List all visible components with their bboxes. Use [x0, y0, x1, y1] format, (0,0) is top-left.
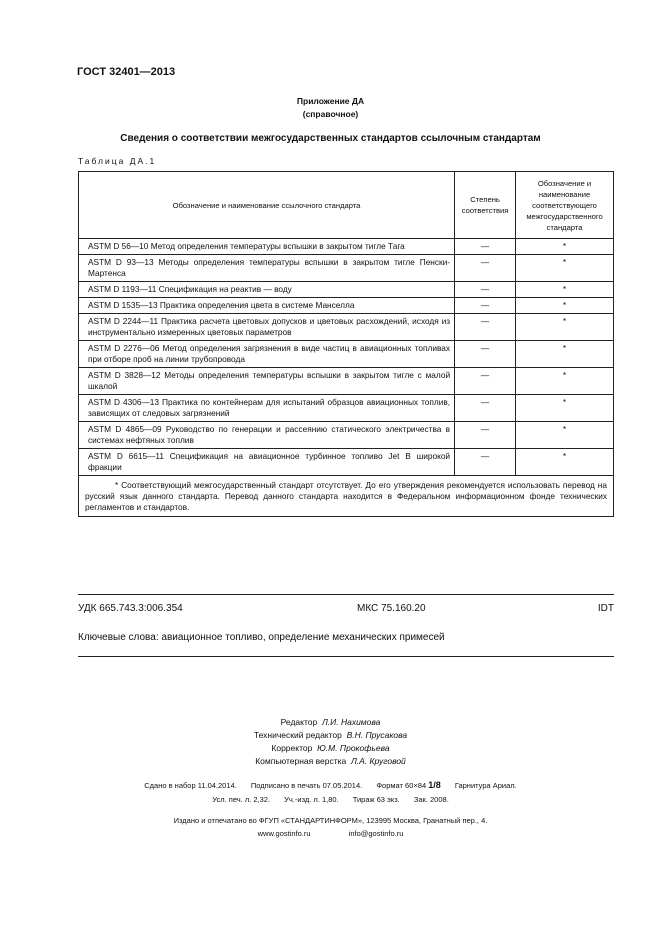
interstate-mark-cell: * [516, 298, 614, 314]
header-interstate: Обозначение и наименование соответствующего межгосударственного стандарта [516, 172, 614, 239]
interstate-mark-cell: * [516, 239, 614, 255]
table-row [79, 449, 614, 476]
credit-person: Ю.М. Прокофьева [317, 743, 390, 753]
degree-cell: — [455, 449, 516, 476]
footnote-row [79, 476, 614, 517]
degree-cell: — [455, 422, 516, 449]
credit-person: В.Н. Прусакова [346, 730, 408, 740]
standard-name-cell: ASTM D 1193—11 Спецификация на реактив — воду [79, 282, 455, 298]
credit-line [0, 742, 661, 755]
interstate-mark-cell: * [516, 422, 614, 449]
header-degree: Степень соответствия [455, 172, 516, 239]
credit-line [0, 755, 661, 768]
credit-person: Л.И. Нахимова [321, 717, 381, 727]
print-info-line-2 [0, 795, 661, 804]
table-header-row [79, 172, 614, 239]
standard-name-cell: ASTM D 2276—06 Метод определения загрязнения в виде частиц в авиационных топливах при отборе проб на линии трубопровода [79, 341, 455, 368]
idt-code: IDT [597, 603, 614, 614]
degree-cell: — [455, 341, 516, 368]
udk-code: УДК 665.743.3:006.354 [78, 603, 183, 614]
standard-name-cell: ASTM D 3828—12 Методы определения температуры вспышки в закрытом тигле с малой шкалой [79, 368, 455, 395]
standard-name-cell: ASTM D 4865—09 Руководство по генерации и рассеянию статического электричества в системах нефтяных топлив [79, 422, 455, 449]
interstate-mark-cell: * [516, 282, 614, 298]
credit-role: Компьютерная верстка [255, 756, 347, 766]
divider-bottom [78, 656, 614, 657]
print-font: Гарнитура Ариал. [454, 781, 517, 790]
keywords: Ключевые слова: авиационное топливо, определение механических примесей [78, 632, 445, 643]
interstate-mark-cell: * [516, 255, 614, 282]
table-row [79, 341, 614, 368]
appendix-title: Приложение ДА [296, 96, 365, 106]
standard-name-cell: ASTM D 56—10 Метод определения температуры вспышки в закрытом тигле Тага [79, 239, 455, 255]
table-row [79, 368, 614, 395]
degree-cell: — [455, 395, 516, 422]
standard-name-cell: ASTM D 1535—13 Практика определения цвета в системе Манселла [79, 298, 455, 314]
table-row [79, 422, 614, 449]
credit-role: Редактор [280, 717, 318, 727]
table-row [79, 239, 614, 255]
document-code: ГОСТ 32401—2013 [77, 66, 176, 78]
publisher-site[interactable]: www.gostinfo.ru [257, 829, 311, 838]
interstate-mark-cell: * [516, 368, 614, 395]
table-row [79, 255, 614, 282]
interstate-mark-cell: * [516, 395, 614, 422]
interstate-mark-cell: * [516, 449, 614, 476]
interstate-mark-cell: * [516, 341, 614, 368]
publisher-line: Издано и отпечатано во ФГУП «СТАНДАРТИНФОРМ», 123995 Москва, Гранатный пер., 4. [173, 816, 488, 825]
appendix-type: (справочное) [302, 109, 359, 119]
standards-table [78, 171, 614, 517]
degree-cell: — [455, 255, 516, 282]
standard-name-cell: ASTM D 93—13 Методы определения температуры вспышки в закрытом тигле Пенски-Мартенса [79, 255, 455, 282]
print-signed: Подписано в печать 07.05.2014. [250, 781, 363, 790]
table-label: Таблица ДА.1 [78, 156, 157, 166]
standard-name-cell: ASTM D 2244—11 Практика расчета цветовых допусков и цветовых расхождений, исходя из инструментально измеренных цветовых параметров [79, 314, 455, 341]
credit-line [0, 729, 661, 742]
mks-code: МКС 75.160.20 [357, 603, 426, 614]
publisher-email[interactable]: info@gostinfo.ru [348, 829, 404, 838]
table-footnote: * Соответствующий межгосударственный стандарт отсутствует. До его утверждения рекомендуется использовать перевод на русский язык данного стандарта. Перевод данного стандарта находится в Федеральном информационном фонде технических регламентов и стандартов. [79, 476, 614, 517]
print-run: Тираж 63 экз. [352, 795, 400, 804]
credit-role: Технический редактор [253, 730, 342, 740]
degree-cell: — [455, 314, 516, 341]
degree-cell: — [455, 368, 516, 395]
print-edit-sheets: Уч.-изд. л. 1,80. [284, 795, 339, 804]
header-name: Обозначение и наименование ссылочного стандарта [79, 172, 455, 239]
standard-name-cell: ASTM D 6615—11 Спецификация на авиационное турбинное топливо Jet B широкой фракции [79, 449, 455, 476]
degree-cell: — [455, 282, 516, 298]
standard-name-cell: ASTM D 4306—13 Практика по контейнерам для испытаний образцов авиационных топлив, зависящих от следовых загрязнений [79, 395, 455, 422]
editorial-credits [0, 716, 661, 768]
print-info-line-1 [0, 780, 661, 790]
credit-line [0, 716, 661, 729]
divider-top [78, 594, 614, 595]
table-row [79, 298, 614, 314]
print-order: Зак. 2008. [413, 795, 449, 804]
degree-cell: — [455, 239, 516, 255]
print-format: Формат 60×84 [376, 781, 427, 790]
credit-role: Корректор [271, 743, 313, 753]
degree-cell: — [455, 298, 516, 314]
table-row [79, 314, 614, 341]
print-sheets: Усл. печ. л. 2,32. [212, 795, 271, 804]
interstate-mark-cell: * [516, 314, 614, 341]
print-format-fraction: 1/8 [428, 780, 441, 790]
section-title: Сведения о соответствии межгосударственных стандартов ссылочным стандартам [120, 133, 541, 144]
print-sent: Сдано в набор 11.04.2014. [144, 781, 237, 790]
table-row [79, 395, 614, 422]
credit-person: Л.А. Круговой [350, 756, 406, 766]
publisher-contacts [0, 829, 661, 838]
table-row [79, 282, 614, 298]
